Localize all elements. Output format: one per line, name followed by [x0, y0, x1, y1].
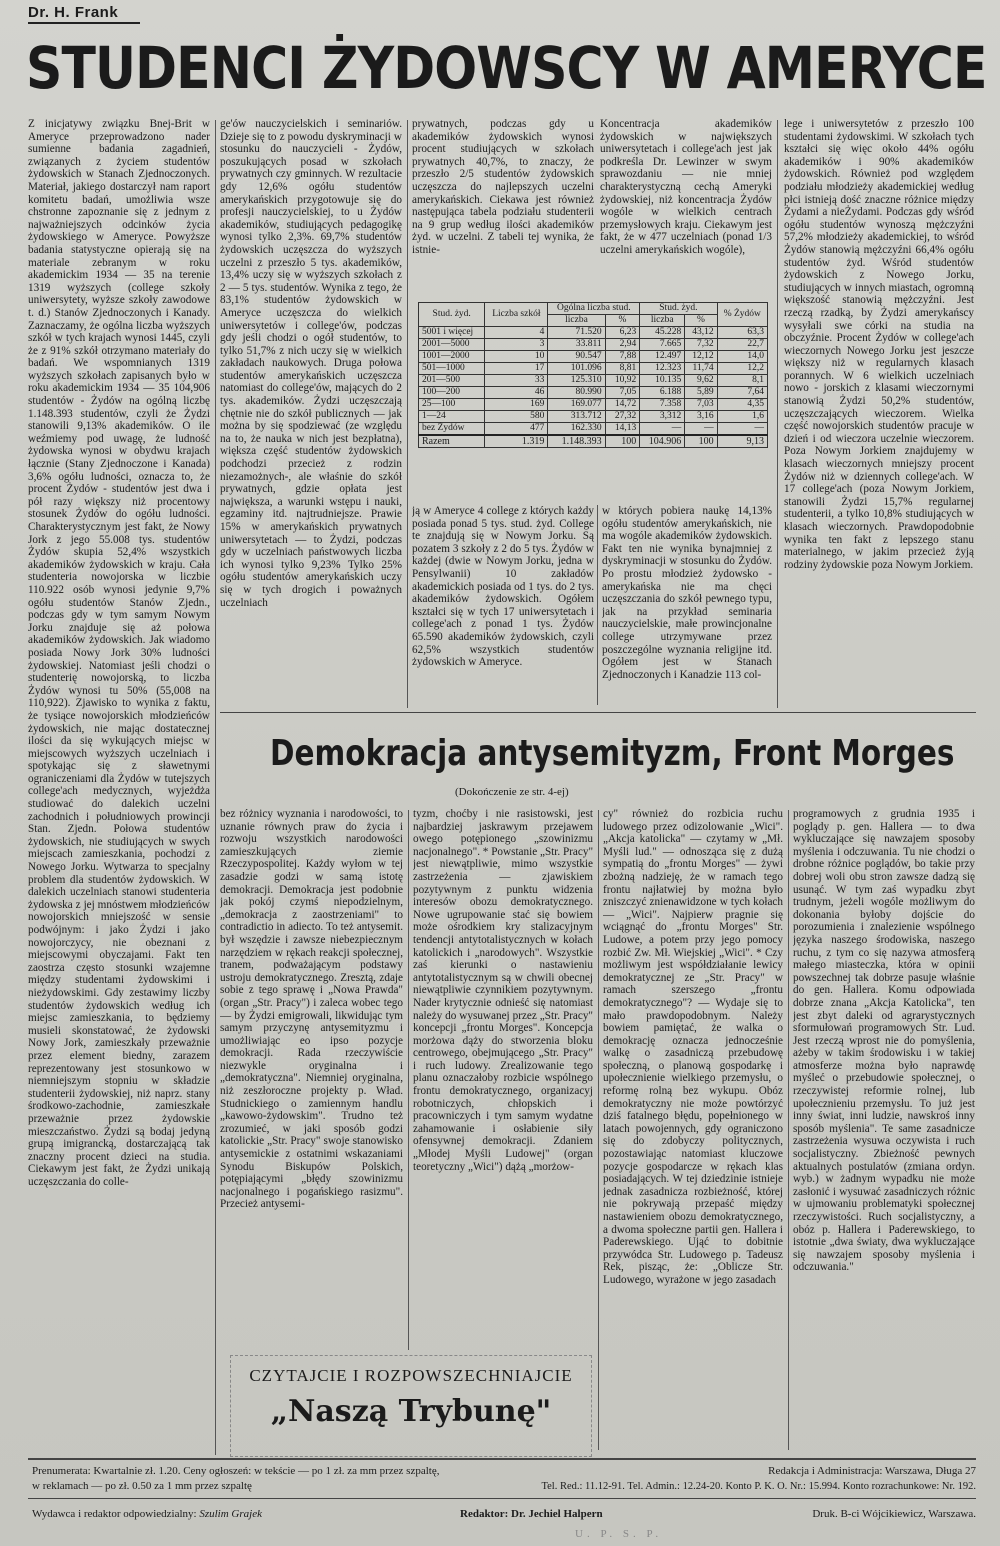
table-row [419, 399, 768, 411]
article-column-3-top: prywatnych, podczas gdy u akademików żydowskich wynosi procent studiujących w szkołach prywatnych 40,7%, to znaczy, że przeszło 2/5 studentów żydowskich uczęszcza do najlepszych uczelni amerykańskich. Ciekawa jest również następująca tabela podziału studenterii na 9 grup według ilości akademików żyd. w uczelni. Z tabeli tej wynika, że istnie- [412, 118, 594, 256]
table-cell: 12,12 [685, 351, 717, 363]
footer-printer: Druk. B-ci Wójcikiewicz, Warszawa. [812, 1508, 976, 1520]
article-column-2: ge'ów nauczycielskich i seminariów. Dzieje się to z powodu dyskryminacji w stosunku do nauczycieli - Żydów, poszukujących posad w szkołach prywatnych czy gminnych. W rezultacie gdy 12,6% ogółu studentów amerykańskich przygotowuje się do profesji nauczycielskiej, to u Żydów akademików, studiujących pedagogikę wynosi tylko 2,3%. 69,7% studentów żydowskich uczęszcza do wyższych uczelni z przeszło 5 tys. akademików, 13,4% uczy się w wyższych szkołach z 2 — 5 tys. studentów. Wynika z tego, że 83,1% studentów żydowskich w Ameryce uczęszcza do wielkich uniwersytetów i college'ów, podczas gdy jeśli chodzi o ogół studentów, to tylko 51,7% z nich uczy się w wielkich zakładach naukowych. Druga połowa studentów amerykańskich uczęszcza natomiast do college'ów, mających do 2 tys. akademików. Żydzi uczęszczają chętnie nie do szkół publicznych — jak można by się spodziewać (ze względu na to, że nauka w nich jest bezpłatna), większa część studentów żydowskich podchodzi przecież z rodzin niezamożnych-, ale właśnie do szkół prywatnych, gdzie opłata jest największa, a warunki wstępu i nauki, egzaminy itd. najtrudniejsze. Prawie 15% w amerykańskich prywatnych uniwersytetach — to Żydzi, podczas gdy w uczelniach państwowych liczba ich wynosi tylko 9,23% Tylko 25% ogółu studentów amerykańskich uczy się w tych drogich i poważnych uczelniach [220, 118, 402, 609]
table-cell: 169 [485, 399, 548, 411]
table-cell: 100 [605, 435, 640, 448]
table-cell: 3,16 [685, 411, 717, 423]
table-cell: 33 [485, 375, 548, 387]
footer-rule [28, 1458, 976, 1460]
table-subheader-pct: % [685, 315, 717, 327]
table-row [419, 339, 768, 351]
table-cell: 4 [485, 327, 548, 339]
table-cell: 22,7 [717, 339, 767, 351]
table-cell: 162.330 [548, 423, 605, 436]
table-cell: 1,6 [717, 411, 767, 423]
article2-column-1: bez różnicy wyznania i narodowości, to uznanie równych praw do życia i rozwoju wszystkich narodowości zamieszkujących ziemie Rzeczypospolitej. Każdy wyłom w tej zasadzie godzi w samą istotę demokracji. Demokracja jest podobnie jak pokój czymś niepodzielnym, „demokracja z zaostrzeniami" to contradictio in adiecto. To też antysemit. był wszędzie i zawsze niebezpiecznym narzędziem w rękach reakcji społecznej, tranem, podważającym podstawy ustroju demokratycznego. Zresztą, zdaje sobie z tego sprawę i „Nowa Prawda" (organ „Str. Pracy") i zaleca wobec tego — by Żydzi emigrowali, likwidując tym samym przyczynę antysemityzmu i umożliwiając eo ipso pozycje demokracji. Rada rzeczywiście niezwykle oryginalna i „demokratyczna". Niemniej oryginalna, niż zeszłoroczne projekty p. Wład. Studnickiego o zamiennym handlu „kawowo-żydowskim". Trudno też zrozumieć, w jaki sposób godzi katolickie „Str. Pracy" swoje stanowisko antysemickie z ostatnimi wskazaniami Synodu Biskupów Polskich, potępiającymi „błędy szowinizmu nacjonalnego i pogańskiego rasizmu". Przecież antysemi- [220, 808, 403, 1211]
table-cell: 104.906 [640, 435, 685, 448]
table-row [419, 411, 768, 423]
article2-column-2: tyzm, choćby i nie rasistowski, jest najbardziej jaskrawym przejawem owego potępionego „szowinizmu nacjonalnego". * Powstanie „Str. Pracy" jest niewątpliwie, mimo wszystkie zastrzeżenia — zjawiskiem pozytywnym z punktu widzenia interesów obozu demokratycznego. Nowe ugrupowanie stać się bowiem może ośrodkiem kry stalizacyjnym tendencji antytotalistycznych w kołach katolickich i „narodowych". Wszystkie zaś kierunki o nastawieniu antytotalistycznym są w chwili obecnej niewątpliwie czynnikiem pozytywnym. Nader krytycznie odnieść się natomiast należy do wysuwanej przez „Str. Pracy" koncepcji „frontu Morges". Koncepcja morżowa dąży do stworzenia bloku centrowego, obejmującego „Str. Pracy" i ruch ludowy. Zrealizowanie tego planu oznaczałoby rozbicie wspólnego frontu demokratycznego, organizacyj robotniczych, chłopskich i pracowniczych i tym samym wydatne zahamowanie i osłabienie siły ofensywnej demokracji. Zdaniem „Młodej Myśli Ludowej" (organ teoretyczny „Wici") dążą „morżow- [413, 808, 593, 1173]
table-cell: 14,72 [605, 399, 640, 411]
table-cell: 201—500 [419, 375, 485, 387]
table-cell: 3 [485, 339, 548, 351]
table-cell: 1001—2000 [419, 351, 485, 363]
table-cell: 10,92 [605, 375, 640, 387]
table-cell: 90.547 [548, 351, 605, 363]
article2-column-4: programowych z grudnia 1935 i poglądy p. gen. Hallera — to dwa wykluczające się nawzajem sposoby myślenia i odczuwania. Tu nie chodzi o drobne różnice poglądów, bo takie przy dobrej woli obu stron zawsze dadzą się usunąć. W tym zaś wypadku zbyt trudnym, jeżeli wogóle możliwym do dokonania byłoby dojście do porozumienia i znalezienie wspólnego języka naszego środowiska, naszego ruchu, z tym co się nazywa atmosferą małego miasteczka, która w opinii powszechnej tak dobrze pasuje właśnie do gen. Hallera. Komu odpowiada dobrze znana „Akcja Katolicka", ten jest zbyt daleki od agrarystycznych sformułowań programowych Str. Lud. Jest rzeczą wprost nie do pomyślenia, ażeby w takim środowisku i w takiej atmosferze można było naprawdę myśleć o przebudowie społecznej, o rzeczywistej reformie rolnej, lub upołecznieniu przemysłu. To już jest inny świat, inni ludzie, nawskroś inny sposób myślenia". Te same zasadnicze zastrzeżenia wysuwa oczywista i ruch socjalistyczny. Zbieżność pewnych aktualnych postulatów (zmiana ordyn. wyb.) w żadnym wypadku nie może zasłonić i wysuwać zasadniczych różnic w ujmowaniu problematyki społecznej rzeczywistości. Ruch socjalistyczny, a obóz p. Hallera i Paderewskiego, to istotnie „dwa światy, dwa wykluczające się nawzajem sposoby myślenia i odczuwania." [793, 808, 975, 1274]
table-cell: 7.665 [640, 339, 685, 351]
column-rule [408, 810, 409, 1350]
table-cell: 580 [485, 411, 548, 423]
column-rule [215, 120, 216, 1455]
table-cell: 100—200 [419, 387, 485, 399]
promo-line-1: CZYTAJCIE I ROZPOWSZECHNIAJCIE [249, 1366, 573, 1385]
table-cell: 46 [485, 387, 548, 399]
section-divider [220, 712, 976, 713]
table-cell: 7.358 [640, 399, 685, 411]
table-cell: 7,88 [605, 351, 640, 363]
byline-underline [28, 22, 140, 24]
table-cell: 45.228 [640, 327, 685, 339]
table-cell: 9,13 [717, 435, 767, 448]
table-subheader-pct: % [605, 315, 640, 327]
table-cell: 8,1 [717, 375, 767, 387]
table-cell: 80.990 [548, 387, 605, 399]
table-cell: 7,64 [717, 387, 767, 399]
table-cell: 12,2 [717, 363, 767, 375]
table-subheader-count: liczba [640, 315, 685, 327]
article-column-1: Z inicjatywy związku Bnej-Brit w Ameryce przeprowadzono nader sumienne badania zagadnień, związanych z życiem studentów żydowskich w Stanach Zjednoczonych. Materiał, jakiego dostarczył nam raport komitetu badań, umożliwia wsze chstronne zapoznanie się z jednym z najważniejszych odcinków życia żydowskiego w Ameryce. Powyższe badania statystyczne opierają się na materiale zebranym w roku akademickim 1934 — 35 na terenie 1319 wyższych (college szkoły uniwersytety, wyższe szkoły zawodowe t. d.) Stanów Zjednoczonych i Kanady. Zaznaczamy, że ogólna liczba wyższych szkół w tych krajach wynosi 1445, czyli że z 91% szkół otrzymano materiały do badań. We wspomnianych 1319 wyższych szkołach zapisanych było w roku akademickim 1934 — 35 104,906 studentów - Żydów na ogólną liczbę 1.148.393 studentów, czyli że Żydzi stanowili 9,13% akademików. O ile weźmiemy pod uwagę, że ludność żydowska wynosi w obydwu krajach łącznie (Stany Zjednoczone i Kanada) 3,6% ogółu ludności, oznacza to, że procent Żydów - studentów jest dwa i pół razy większy niż procentowy stosunek Żydów do ogółu ludności. Charakterystycznym jest fakt, że Nowy Jork z jego 55.008 tys. studentów Żydów skupia 52,4% wszystkich akademików żydowskich w kraju. Cała studenteria nowojorska w liczbie 110.922 osób wynosi jedynie 9,7% ogółu studentów Stanów Zjedn., podczas gdy w tym samym Nowym Jorku znajduje się aż połowa akademików żydowskich. Jak wiadomo posiada Nowy Jork 30% ludności żydowskiej. Natomiast jeśli chodzi o studenterię nowojorską, to liczba Żydów wynosi tu 50% (55,008 na 110,922). Zjawisko to wynika z faktu, że tysiące nowojorskich młodzieńców żydowskich, nie mając dostatecznej ilości da się wykujących miejsc w miejscowych wyższych uczelniach i spotykając się z sławetnymi ograniczeniami dla Żydów w tutejszych college'ach medycznych, wyjeżdża studiować do dalekich uczelni zachodnich i południowych prowincji Stan. Zjedn. Połowa studentów żydowskich, nie studiujących w swych miejscach zamieszkania, pochodzi z Nowego Jorku. Wytwarza to specjalny problem dla studentów żydowskich. W dalekich uczelniach stanowi studenteria żydowska z jej mnóstwem młodzieńców nowojorskich mniejszość w sensie podwójnym: i jako Żydzi i jako nowojorczycy, nie obeznani z miejscowymi obyczajami. Fakt ten zaostrza często stosunki wzajemne między studentami żydowskimi i nieżydowskimi. Gdy zestawimy liczby studentów żydowskich według ich miejsc zamieszkania, to będziemy musieli skonstatować, że żydowski Nowy Jork, zamieszkały przeważnie przez element biedny, zarazem reprezentowany jest stosunkowo w niemniejszym stopniu w składzie studenterii żydowskiej, niż naprz. stany środkowo-zachodnie, zamieszkałe przeważnie przez żydowskie mieszczaństwo. Żydzi są bodaj jedyną grupą imigrancką, dostarczającą tak znaczny procent dzieci na studia. Ciekawym jest fakt, że Żydzi unikają uczęszczania do colle- [28, 118, 210, 1188]
footer-rule [28, 1498, 976, 1499]
promo-line-2: „Naszą Trybunę" [270, 1394, 552, 1429]
table-cell: 12.497 [640, 351, 685, 363]
table-cell: 5001 i więcej [419, 327, 485, 339]
footer-phones: Tel. Red.: 11.12-91. Tel. Admin.: 12.24-20. Konto P. K. O. Nr.: 15.994. Konto rozrachunkowe: Nr. 192. [541, 1481, 976, 1492]
table-cell: 71.520 [548, 327, 605, 339]
table-cell: 6,23 [605, 327, 640, 339]
table-cell: 14,13 [605, 423, 640, 436]
table-subheader-count: liczba [548, 315, 605, 327]
table-cell: Razem [419, 435, 485, 448]
table-cell: — [717, 423, 767, 436]
table-cell: 1—24 [419, 411, 485, 423]
table-cell: 25—100 [419, 399, 485, 411]
author-byline: Dr. H. Frank [28, 4, 119, 21]
table-cell: 6.188 [640, 387, 685, 399]
second-headline: Demokracja antysemityzm, Front Morges [270, 733, 955, 774]
footer-publisher [32, 1508, 262, 1521]
table-total-row [419, 435, 768, 448]
table-cell: 1.319 [485, 435, 548, 448]
table-cell: — [640, 423, 685, 436]
table-cell: 477 [485, 423, 548, 436]
table-cell: 10.135 [640, 375, 685, 387]
column-rule [598, 810, 599, 1450]
table-cell: 7,05 [605, 387, 640, 399]
table-row [419, 375, 768, 387]
article-column-4-bottom: w których pobiera naukę 14,13% ogółu studentów amerykańskich, nie ma wogóle akademików żydowskich. Fakt ten nie wynika bynajmniej z dyskryminacji w stosunku do Żydów. Po prostu młodzież żydowsko - amerykańska nie ma chęci uczęszczania do szkół pewnego typu, jak na przykład seminaria nauczycielskie, małe prowincjonalne college utrzymywane przez poszczególne wyznania religijne itd. Ogółem jest w Stanach Zjednoczonych i Kanadzie 113 col- [602, 505, 772, 681]
main-headline: STUDENCI ŻYDOWSCY W AMERYCE [26, 34, 987, 102]
table-cell: 313.712 [548, 411, 605, 423]
table-cell: 2001—5000 [419, 339, 485, 351]
table-row [419, 387, 768, 399]
footer-editor: Redaktor: Dr. Jechiel Halpern [460, 1508, 603, 1520]
column-rule [407, 120, 408, 708]
table-row [419, 363, 768, 375]
table-cell: 101.096 [548, 363, 605, 375]
table-cell: 3,312 [640, 411, 685, 423]
table-cell: 12.323 [640, 363, 685, 375]
column-rule [788, 810, 789, 1450]
table-cell: 33.811 [548, 339, 605, 351]
publisher-name: Szulim Grajek [199, 1508, 262, 1520]
table-header-stud: Stud. żyd. [419, 303, 485, 327]
table-cell: 501—1000 [419, 363, 485, 375]
column-rule [597, 505, 598, 705]
table-row [419, 327, 768, 339]
article2-column-3: cy" również do rozbicia ruchu ludowego przez odizolowanie „Wici". „Akcja katolicka" — czytamy w „Mł. Myśli lud." — odnosząca się z dużą sympatią do „frontu Morges" — żywi zbożną nadzieję, że w ramach tego frontu najłatwiej by można było zniszczyć znienawidzone w tych kołach — „Wici". Najpierw pragnie się wciągnąć do „frontu Morges" Str. Ludowe, a potem przy jego pomocy rozbić Zw. Mł. Wiejskiej „Wici". * Czy możliwym jest współdziałanie lewicy demokratycznej ze „Str. Pracy" w ramach szerszego „frontu demokratycznego"? — Wydaje się to mało prawdopodobnym. Należy bowiem pamiętać, że walka o demokrację oznacza jednocześnie walkę o zasadniczą przebudowę społeczną, o planową gospodarkę i upołecznienie wielkiego przemysłu, o reformę rolną bez wykupu. Obóz demokratyczny nie może powtórzyć dziś fatalnego błędu, popełnionego w latach powojennych, gdy ograniczono się do zdobyczy politycznych, pozostawiając natomiast kluczowe pozycje gospodarcze w rękach klas posiadających. W tej dziedzinie istnieje jednak zasadnicza rozbieżność, której nie pokrywają przepaść między nastawieniem obozu demokratycznego, a dwoma społeczne partii gen. Hallera i Paderewskiego. Ująć to dobitnie przywódca Str. Ludowego p. Tadeusz Rek, pisząc, że: „Oblicze Str. Ludowego, wyrażone w jego zasadach [603, 808, 783, 1286]
table-header-total-students: Ogólna liczba stud. [548, 303, 640, 315]
table-cell: 5,89 [685, 387, 717, 399]
table-cell: 125.310 [548, 375, 605, 387]
promo-box [230, 1355, 592, 1457]
footer-ads: w reklamach — po zł. 0.50 za 1 mm przez szpaltę [32, 1480, 252, 1492]
table-cell: 1.148.393 [548, 435, 605, 448]
table-cell: 10 [485, 351, 548, 363]
table-row [419, 423, 768, 436]
table-cell: 43,12 [685, 327, 717, 339]
continuation-note: (Dokończenie ze str. 4-ej) [455, 786, 569, 798]
table-cell: 17 [485, 363, 548, 375]
column-rule [777, 120, 778, 708]
table-cell: 11,74 [685, 363, 717, 375]
table-cell: bez Żydów [419, 423, 485, 436]
table-header-jewish-students: Stud. żyd. [640, 303, 717, 315]
table-cell: 4,35 [717, 399, 767, 411]
table-cell: 63,3 [717, 327, 767, 339]
table-cell: 8,81 [605, 363, 640, 375]
table-cell: 27,32 [605, 411, 640, 423]
table-row [419, 351, 768, 363]
statistics-table [418, 302, 768, 448]
table-cell: 9,62 [685, 375, 717, 387]
table-header-pct-jews: % Żydów [717, 303, 767, 327]
table-header-schools: Liczba szkół [485, 303, 548, 327]
article-column-5: lege i uniwersytetów z przeszło 100 studentami żydowskimi. W szkołach tych kształci się więc około 44% ogółu akademików i 90% akademików żydowskich. Również pod względem podziału młodzieży akademickiej według płci istnieją dość znaczne różnice między Żydami a nieŻydami. Podczas gdy wśród ogółu studentów wynoszą mężczyźni 57,2% młodzieży akademickiej, to wśród Żydów stanowią mężczyźni 66,4% ogółu studentów żyd. Wśród studentów żydowskich z Nowego Jorku, studiujących w innych miastach, ogromną większość stanowią mężczyźni. Jest rzeczą rzadką, by Żydzi amerykańscy wysyłali swe córki na studia na obczyźnie. Procent Żydów w college'ach wieczornych Nowego Jorku jest jeszcze większy niż w regularnych klasach porannych. W 6 wielkich uczelniach nowo - jorskich z klasami wieczornymi stanowią Żydzi 50,2% studentów, uczęszczających wieczorem. Wielka część nowojorskich studentów pracuje w dzień i od wieczora uczelnie wieczorem. Poza Nowym Jorkiem znajdujemy w klasach wieczornych mniejszy procent Żydów niż w dziennych college'ach. W 17 college'ach (poza Nowym Jorkiem, stanowili Żydzi 15,7% regularnej studenterii, a tylko 10,8% studiujących w klasach wieczornych. Prawdopodobnie wynika ten fakt z lepszego stanu materialnego, w jakim przecież żyją rodziny żydowskie poza Nowym Jorkiem. [784, 118, 974, 571]
article-column-3-bottom: ją w Ameryce 4 college z których każdy posiada ponad 5 tys. stud. żyd. College te znajdują się w Nowym Jorku. Są pozatem 3 szkoły z 2 do 5 tys. Żydów w każdej (dwie w Nowym Jorku, jedna w Pensylwanii) 10 zakładów akademickich posiada od 1 tys. do 2 tys. akademików żydowskich. Ogółem kształci się w tych 17 uniwersytetach i college'ach z ponad 1 tys. Żydów 65.590 akademików żydowskich, czyli 62,5% wszystkich studentów żydowskich w Ameryce. [412, 505, 594, 669]
table-cell: 169.077 [548, 399, 605, 411]
table-cell: 100 [685, 435, 717, 448]
publisher-label: Wydawca i redaktor odpowiedzialny: [32, 1508, 197, 1520]
archive-stamp: U. P. S. P. [575, 1528, 663, 1540]
footer-editorial-office: Redakcja i Administracja: Warszawa, Długa 27 [768, 1465, 976, 1477]
table-cell: 2,94 [605, 339, 640, 351]
table-cell: 14,0 [717, 351, 767, 363]
article-column-4-top: Koncentracja akademików żydowskich w największych uniwersytetach i college'ach jest jak podkreśla Dr. Lewinzer w swym sprawozdaniu — nie mniej charakterystyczną cechą Ameryki żydowskiej, niż koncentracja Żydów wogóle w wielkich centrach przemysłowych kraju. Ciekawym jest fakt, że w 477 uczelniach (ponad 1/3 uczelni amerykańskich wogóle), [600, 118, 772, 256]
table-cell: 7,03 [685, 399, 717, 411]
table-cell: 7,32 [685, 339, 717, 351]
footer-subscription: Prenumerata: Kwartalnie zł. 1.20. Ceny ogłoszeń: w tekście — po 1 zł. za mm przez szpaltę, [32, 1465, 440, 1477]
table-cell: — [685, 423, 717, 436]
